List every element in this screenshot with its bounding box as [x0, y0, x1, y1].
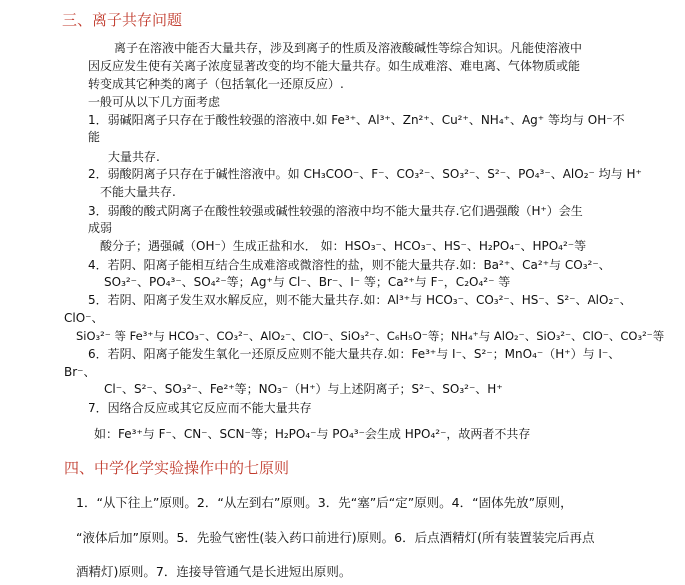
- principles-line: 1．“从下往上”原则。2．“从左到右”原则。3．先“塞”后“定”原则。4．“固体先放”原则，: [76, 495, 573, 510]
- rule-6-line: Br⁻、: [64, 365, 96, 379]
- section-heading-ion-coexistence: 三、离子共存问题: [62, 11, 183, 29]
- principles-line: “液体后加”原则。5．先验气密性(装入药口前进行)原则。6．后点酒精灯(所有装置装完后再点: [76, 530, 595, 545]
- rule-1-line: 1．弱碱阳离子只存在于酸性较强的溶液中.如 Fe³⁺、Al³⁺、Zn²⁺、Cu²⁺、NH₄⁺、Ag⁺ 等均与 OH⁻不: [88, 113, 625, 127]
- rule-2-line: 2．弱酸阴离子只存在于碱性溶液中。如 CH₃COO⁻、F⁻、CO₃²⁻、SO₃²⁻、S²⁻、PO₄³⁻、AlO₂⁻ 均与 H⁺: [88, 167, 642, 181]
- section-heading-seven-principles: 四、中学化学实验操作中的七原则: [64, 459, 290, 477]
- paragraph-line: 转变成其它种类的离子（包括氧化一还原反应）.: [88, 77, 344, 91]
- paragraph-line: 离子在溶液中能否大量共存，涉及到离子的性质及溶液酸碱性等综合知识。凡能使溶液中: [114, 41, 583, 55]
- rule-4-line: 4．若阴、阳离子能相互结合生成难溶或微溶性的盐，则不能大量共存.如：Ba²⁺、Ca²⁺与 CO₃²⁻、: [88, 258, 611, 272]
- rule-7-line: 如：Fe³⁺与 F⁻、CN⁻、SCN⁻等；H₂PO₄⁻与 PO₄³⁻会生成 HPO₄²⁻，故两者不共存: [94, 427, 531, 441]
- rule-7-line: 7．因络合反应或其它反应而不能大量共存: [88, 401, 312, 415]
- rule-3-line: 酸分子；遇强碱（OH⁻）生成正盐和水． 如：HSO₃⁻、HCO₃⁻、HS⁻、H₂PO₄⁻、HPO₄²⁻等: [100, 239, 587, 253]
- rule-1-line: 能: [88, 130, 101, 144]
- rule-3-line: 成弱: [88, 221, 113, 235]
- paragraph-line: 一般可从以下几方面考虑: [88, 95, 221, 109]
- rule-5-line: SiO₃²⁻ 等 Fe³⁺与 HCO₃⁻、CO₃²⁻、AlO₂⁻、ClO⁻、SiO₃²⁻、C₆H₅O⁻等；NH₄⁺与 AlO₂⁻、SiO₃²⁻、ClO⁻、CO₃²⁻等: [76, 329, 665, 343]
- rule-5-line: 5．若阴、阳离子发生双水解反应，则不能大量共存.如：Al³⁺与 HCO₃⁻、CO₃²⁻、HS⁻、S²⁻、AlO₂⁻、: [88, 293, 632, 307]
- rule-6-line: 6．若阴、阳离子能发生氧化一还原反应则不能大量共存.如：Fe³⁺与 I⁻、S²⁻；MnO₄⁻（H⁺）与 I⁻、: [88, 347, 621, 361]
- rule-6-line: Cl⁻、S²⁻、SO₃²⁻、Fe²⁺等；NO₃⁻（H⁺）与上述阴离子；S²⁻、SO₃²⁻、H⁺: [104, 382, 503, 396]
- rule-2-line: 不能大量共存.: [100, 185, 176, 199]
- principles-line: 酒精灯)原则。7．连接导管通气是长进短出原则。: [76, 564, 352, 579]
- rule-5-line: ClO⁻、: [64, 311, 104, 325]
- rule-4-line: SO₃²⁻、PO₄³⁻、SO₄²⁻等；Ag⁺与 Cl⁻、Br⁻、I⁻ 等；Ca²⁺与 F⁻，C₂O₄²⁻ 等: [104, 275, 511, 289]
- rule-3-line: 3．弱酸的酸式阴离子在酸性较强或碱性较强的溶液中均不能大量共存.它们遇强酸（H⁺）会生: [88, 204, 583, 218]
- rule-1-line: 大量共存.: [108, 150, 160, 164]
- paragraph-line: 因反应发生使有关离子浓度显著改变的均不能大量共存。如生成难溶、难电离、气体物质或能: [88, 59, 581, 73]
